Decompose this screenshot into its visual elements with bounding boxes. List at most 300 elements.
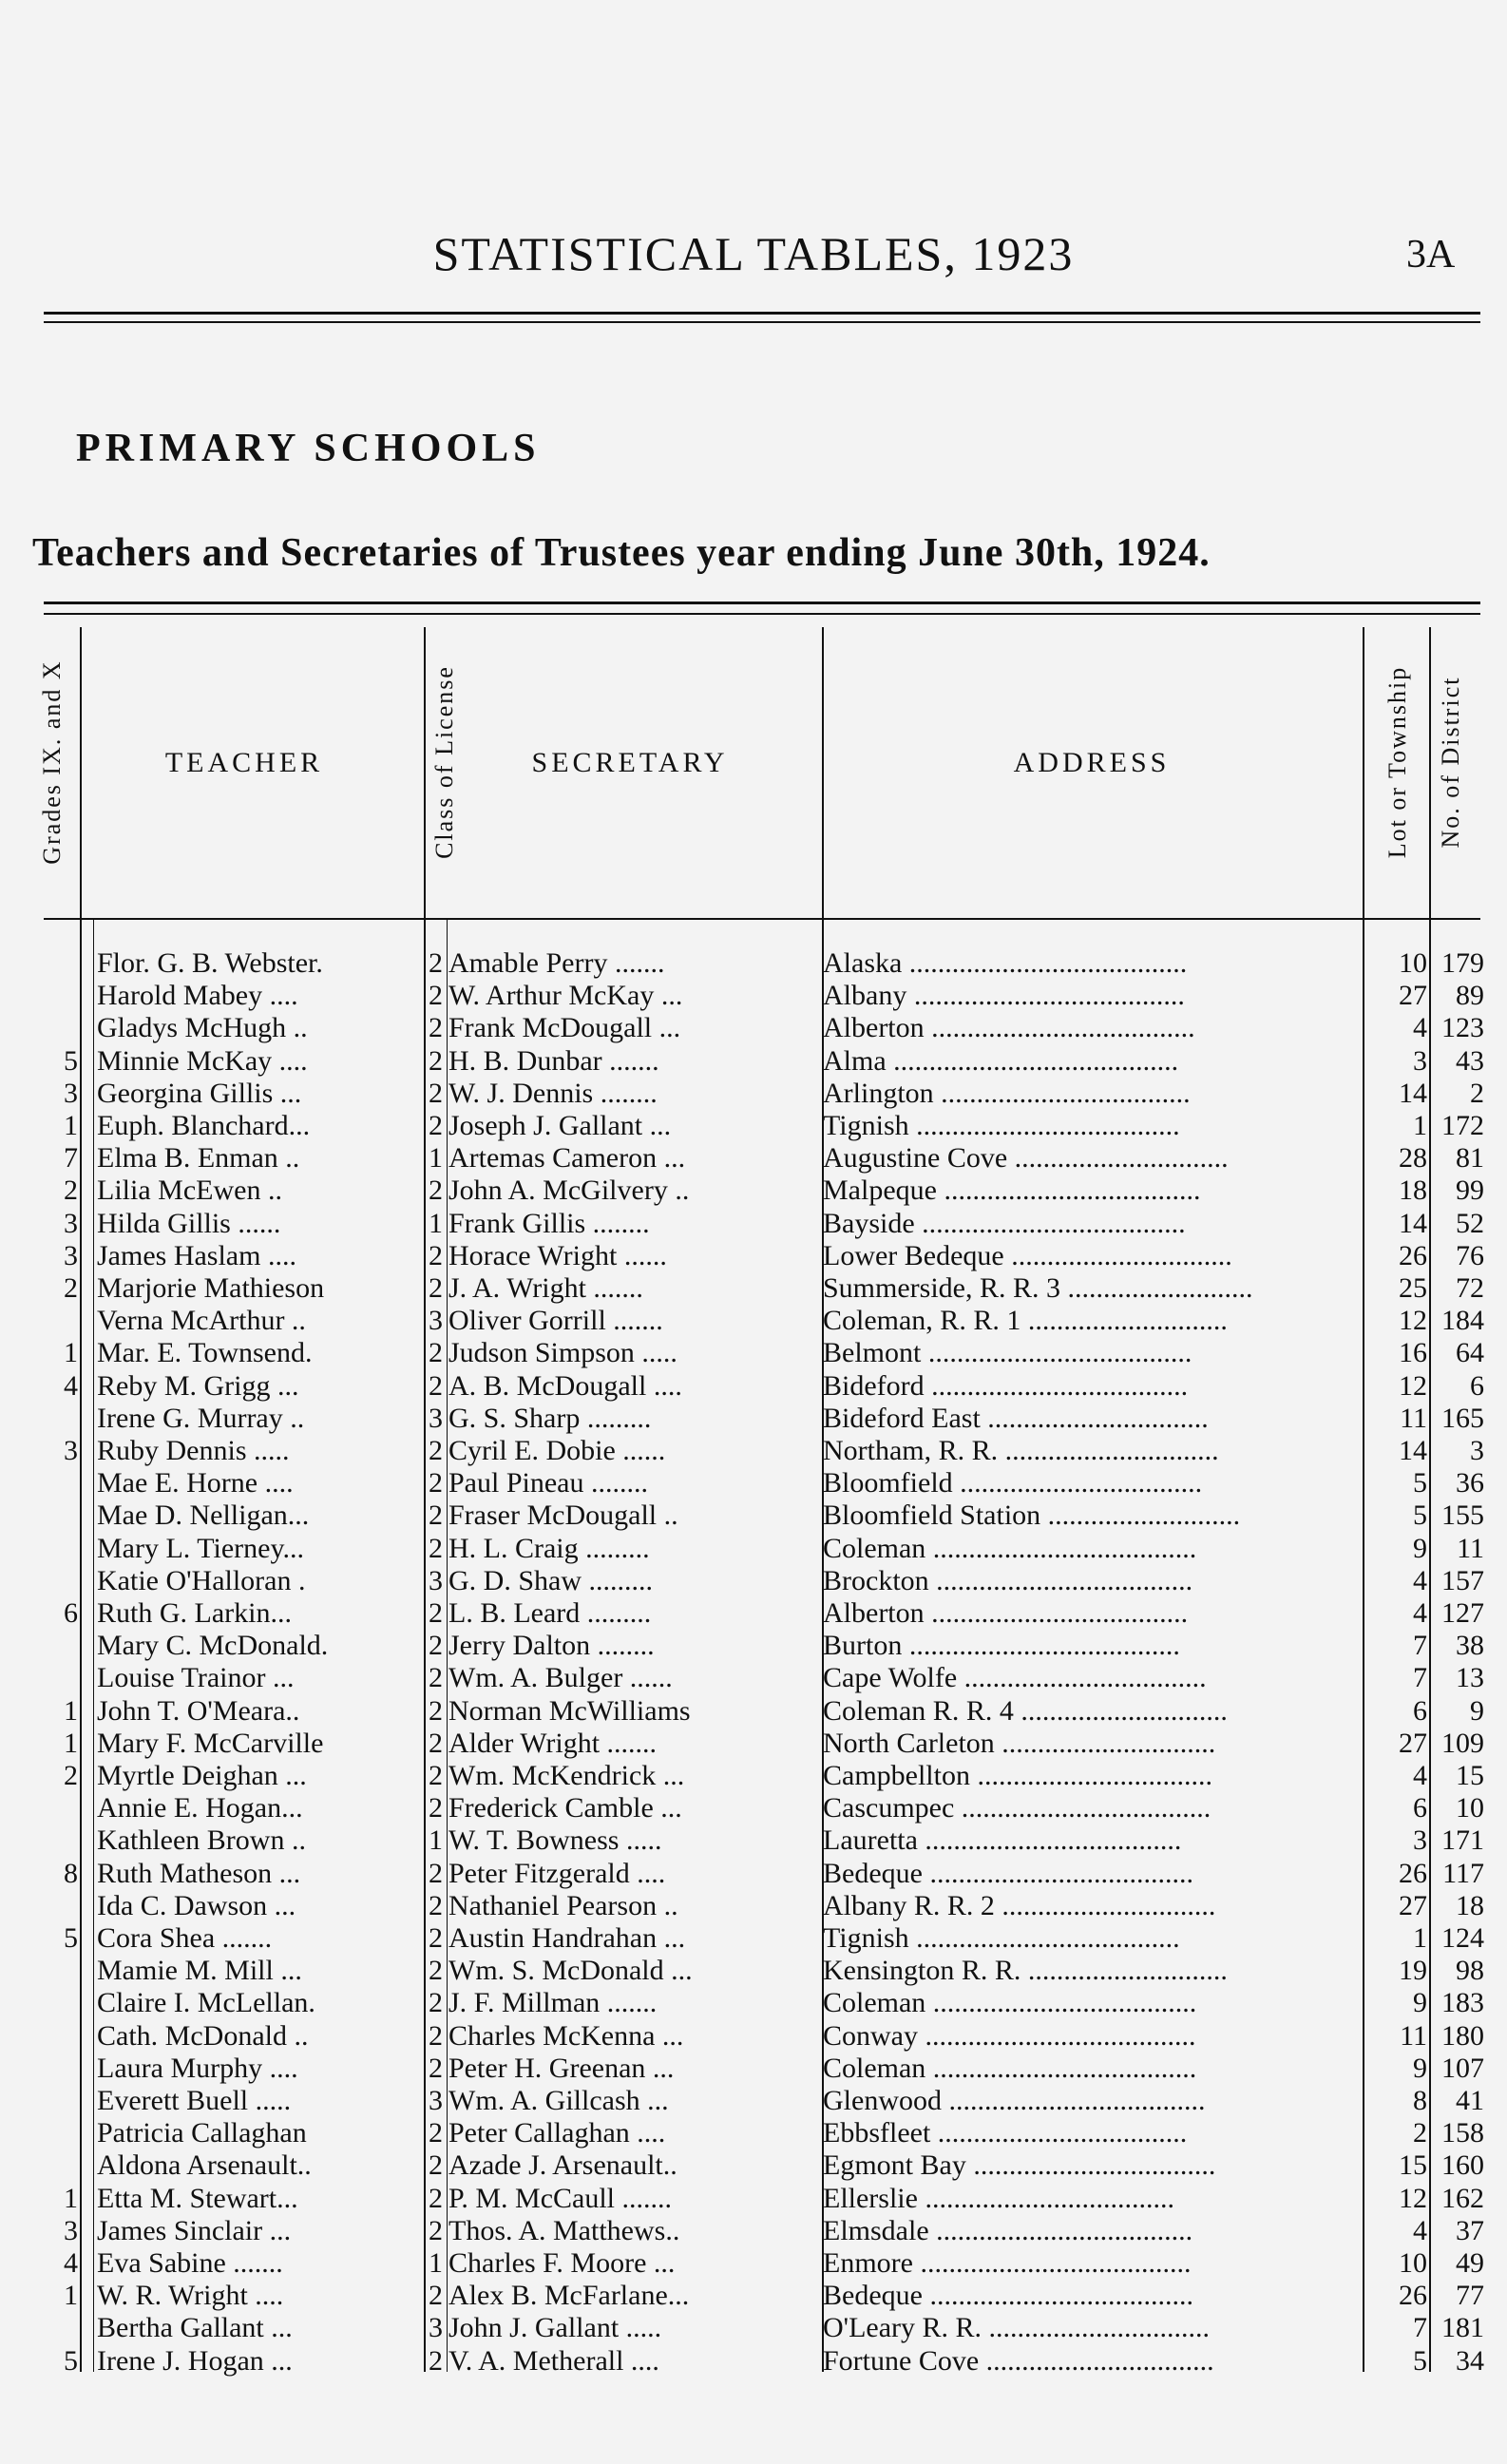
teacher-cell: Elma B. Enman .. xyxy=(97,1142,300,1175)
address-cell: Bideford .................................... xyxy=(823,1369,1189,1402)
district-cell: 64 xyxy=(1456,1337,1484,1369)
district-cell: 107 xyxy=(1441,2052,1484,2084)
lot-cell: 7 xyxy=(1413,2312,1427,2344)
lot-cell: 11 xyxy=(1400,2019,1427,2052)
district-cell: 81 xyxy=(1456,1142,1484,1175)
district-cell: 160 xyxy=(1441,2149,1484,2182)
teacher-cell: Irene J. Hogan ... xyxy=(97,2344,293,2377)
license-cell: 2 xyxy=(429,1662,443,1694)
lot-cell: 9 xyxy=(1413,2052,1427,2084)
lot-cell: 16 xyxy=(1399,1337,1427,1369)
lot-cell: 27 xyxy=(1399,980,1427,1012)
address-cell: Albany R. R. 2 .............................. xyxy=(823,1889,1216,1921)
address-cell: Bedeque ..................................... xyxy=(823,2280,1193,2312)
table-row xyxy=(0,1662,1507,1694)
secretary-cell: G. S. Sharp ......... xyxy=(448,1402,652,1434)
license-cell: 2 xyxy=(429,1987,443,2019)
license-cell: 2 xyxy=(429,1889,443,1921)
grade-cell: 1 xyxy=(64,1694,78,1727)
lot-cell: 27 xyxy=(1399,1889,1427,1921)
secretary-cell: Joseph J. Gallant ... xyxy=(448,1110,672,1141)
teacher-cell: Mae D. Nelligan... xyxy=(97,1499,310,1532)
address-cell: Bideford East ............................... xyxy=(823,1402,1209,1434)
teacher-cell: Etta M. Stewart... xyxy=(97,2182,298,2214)
address-cell: Lower Bedeque ............................... xyxy=(823,1239,1232,1271)
address-cell: Malpeque .................................... xyxy=(823,1175,1201,1207)
license-cell: 1 xyxy=(429,2247,443,2279)
license-cell: 2 xyxy=(429,2214,443,2246)
table-row xyxy=(0,1045,1507,1078)
column-header-license: Class of License xyxy=(430,665,458,859)
secretary-cell: W. T. Bowness ..... xyxy=(448,1824,662,1857)
secretary-cell: A. B. McDougall .... xyxy=(448,1369,682,1402)
teacher-cell: Mary C. McDonald. xyxy=(97,1630,329,1662)
teacher-cell: Georgina Gillis ... xyxy=(97,1077,302,1109)
secretary-cell: John J. Gallant ..... xyxy=(448,2312,662,2344)
teacher-cell: Myrtle Deighan ... xyxy=(97,1760,307,1791)
grade-cell: 1 xyxy=(64,1337,78,1369)
district-cell: 49 xyxy=(1456,2247,1484,2279)
secretary-cell: Wm. A. Bulger ...... xyxy=(448,1662,673,1694)
address-cell: Arlington ................................... xyxy=(823,1077,1191,1109)
table-row xyxy=(0,1728,1507,1760)
license-cell: 2 xyxy=(429,1955,443,1987)
license-cell: 2 xyxy=(429,1467,443,1499)
table-rule-second xyxy=(44,613,1480,615)
district-cell: 10 xyxy=(1456,1792,1484,1824)
address-cell: Elmsdale .................................... xyxy=(823,2214,1193,2246)
district-cell: 34 xyxy=(1456,2344,1484,2377)
table-row xyxy=(0,1370,1507,1403)
teacher-cell: Mary F. McCarville xyxy=(97,1727,324,1759)
teacher-cell: Ruth Matheson ... xyxy=(97,1857,301,1889)
license-cell: 2 xyxy=(429,1922,443,1954)
teacher-cell: Irene G. Murray .. xyxy=(97,1402,305,1434)
lot-cell: 27 xyxy=(1399,1727,1427,1759)
secretary-cell: L. B. Leard ......... xyxy=(448,1597,652,1629)
lot-cell: 7 xyxy=(1413,1662,1427,1694)
address-cell: Coleman, R. R. 1 ............................ xyxy=(823,1305,1228,1337)
secretary-cell: Jerry Dalton ........ xyxy=(448,1630,655,1662)
district-cell: 43 xyxy=(1456,1044,1484,1077)
table-row xyxy=(0,1955,1507,1987)
address-cell: Lauretta .................................... xyxy=(823,1824,1182,1857)
grade-cell: 4 xyxy=(64,2247,78,2279)
table-row xyxy=(0,1695,1507,1728)
teacher-cell: Cora Shea ....... xyxy=(97,1922,273,1954)
teacher-cell: James Sinclair ... xyxy=(97,2214,292,2246)
lot-cell: 8 xyxy=(1413,2085,1427,2116)
address-cell: Coleman ..................................... xyxy=(823,1987,1197,2019)
teacher-cell: Annie E. Hogan... xyxy=(97,1792,303,1824)
address-cell: Belmont ..................................... xyxy=(823,1337,1192,1369)
secretary-cell: Fraser McDougall .. xyxy=(448,1499,678,1532)
license-cell: 2 xyxy=(429,1272,443,1304)
district-cell: 109 xyxy=(1441,1727,1484,1759)
address-cell: Coleman ..................................... xyxy=(823,1532,1197,1564)
lot-cell: 18 xyxy=(1399,1175,1427,1207)
column-header-address: ADDRESS xyxy=(1013,747,1171,778)
address-cell: Ellerslie ................................... xyxy=(823,2182,1174,2214)
secretary-cell: H. L. Craig ......... xyxy=(448,1532,650,1564)
section-title: PRIMARY SCHOOLS xyxy=(76,427,541,470)
district-cell: 41 xyxy=(1456,2085,1484,2116)
secretary-cell: Wm. A. Gillcash ... xyxy=(448,2085,669,2116)
table-row xyxy=(0,1630,1507,1662)
table-row xyxy=(0,1890,1507,1922)
secretary-cell: Austin Handrahan ... xyxy=(448,1922,686,1954)
license-cell: 1 xyxy=(429,1207,443,1239)
lot-cell: 4 xyxy=(1413,1564,1427,1596)
table-row xyxy=(0,1467,1507,1499)
secretary-cell: H. B. Dunbar ....... xyxy=(448,1044,659,1077)
table-row xyxy=(0,947,1507,980)
license-cell: 2 xyxy=(429,2344,443,2377)
district-cell: 165 xyxy=(1441,1402,1484,1434)
teacher-cell: John T. O'Meara.. xyxy=(97,1694,300,1727)
grade-cell: 1 xyxy=(64,1110,78,1141)
grade-cell: 1 xyxy=(64,1727,78,1759)
lot-cell: 14 xyxy=(1399,1077,1427,1109)
secretary-cell: Oliver Gorrill ....... xyxy=(448,1305,663,1337)
lot-cell: 4 xyxy=(1413,1760,1427,1791)
lot-cell: 7 xyxy=(1413,1630,1427,1662)
grade-cell: 2 xyxy=(64,1760,78,1791)
table-row xyxy=(0,1403,1507,1435)
table-row xyxy=(0,2215,1507,2247)
teacher-cell: Patricia Callaghan xyxy=(97,2117,307,2149)
table-row xyxy=(0,1533,1507,1565)
address-cell: North Carleton .............................. xyxy=(823,1727,1216,1759)
header-rule-bottom xyxy=(44,321,1480,323)
lot-cell: 25 xyxy=(1399,1272,1427,1304)
lot-cell: 26 xyxy=(1399,1857,1427,1889)
district-cell: 162 xyxy=(1441,2182,1484,2214)
teacher-cell: Mamie M. Mill ... xyxy=(97,1955,302,1987)
license-cell: 3 xyxy=(429,1305,443,1337)
teacher-cell: Eva Sabine ....... xyxy=(97,2247,283,2279)
secretary-cell: P. M. McCaull ....... xyxy=(448,2182,673,2214)
table-row xyxy=(0,1208,1507,1240)
table-row xyxy=(0,1272,1507,1305)
lot-cell: 14 xyxy=(1399,1207,1427,1239)
grade-cell: 5 xyxy=(64,1922,78,1954)
grade-cell: 5 xyxy=(64,1044,78,1077)
grade-cell: 3 xyxy=(64,1077,78,1109)
license-cell: 3 xyxy=(429,2312,443,2344)
lot-cell: 26 xyxy=(1399,2280,1427,2312)
district-cell: 179 xyxy=(1441,947,1484,979)
secretary-cell: Charles F. Moore ... xyxy=(448,2247,676,2279)
license-cell: 2 xyxy=(429,1175,443,1207)
grade-cell: 7 xyxy=(64,1142,78,1175)
secretary-cell: G. D. Shaw ......... xyxy=(448,1564,653,1596)
district-cell: 155 xyxy=(1441,1499,1484,1532)
license-cell: 1 xyxy=(429,1142,443,1175)
secretary-cell: Azade J. Arsenault.. xyxy=(448,2149,677,2182)
teacher-cell: Euph. Blanchard... xyxy=(97,1110,311,1141)
license-cell: 2 xyxy=(429,1694,443,1727)
teacher-cell: Kathleen Brown .. xyxy=(97,1824,306,1857)
table-row xyxy=(0,1142,1507,1175)
grade-cell: 6 xyxy=(64,1597,78,1629)
license-cell: 2 xyxy=(429,1110,443,1141)
column-header-secretary: SECRETARY xyxy=(531,747,729,778)
page-number: 3A xyxy=(1406,233,1456,277)
table-row xyxy=(0,1305,1507,1337)
secretary-cell: Alder Wright ....... xyxy=(448,1727,658,1759)
license-cell: 2 xyxy=(429,1597,443,1629)
address-cell: Cape Wolfe .................................. xyxy=(823,1662,1207,1694)
address-cell: Summerside, R. R. 3 .......................... xyxy=(823,1272,1253,1304)
teacher-cell: Harold Mabey .... xyxy=(97,980,298,1012)
column-header-lot: Lot or Township xyxy=(1383,665,1411,859)
district-cell: 127 xyxy=(1441,1597,1484,1629)
license-cell: 2 xyxy=(429,1012,443,1044)
district-cell: 98 xyxy=(1456,1955,1484,1987)
table-row xyxy=(0,2117,1507,2149)
table-row xyxy=(0,2280,1507,2312)
secretary-cell: J. A. Wright ....... xyxy=(448,1272,643,1304)
table-row xyxy=(0,1922,1507,1955)
district-cell: 13 xyxy=(1456,1662,1484,1694)
secretary-cell: Wm. S. McDonald ... xyxy=(448,1955,693,1987)
district-cell: 124 xyxy=(1441,1922,1484,1954)
column-header-district: No. of District xyxy=(1437,676,1464,849)
address-cell: Alberton ..................................... xyxy=(823,1012,1195,1044)
district-cell: 2 xyxy=(1470,1077,1484,1109)
teacher-cell: Marjorie Mathieson xyxy=(97,1272,325,1304)
teacher-cell: Bertha Gallant ... xyxy=(97,2312,293,2344)
teacher-cell: Lilia McEwen .. xyxy=(97,1175,282,1207)
grade-cell: 3 xyxy=(64,1435,78,1466)
district-cell: 180 xyxy=(1441,2019,1484,2052)
address-cell: Egmont Bay .................................. xyxy=(823,2149,1216,2182)
district-cell: 38 xyxy=(1456,1630,1484,1662)
license-cell: 2 xyxy=(429,1630,443,1662)
teacher-cell: Cath. McDonald .. xyxy=(97,2019,309,2052)
license-cell: 2 xyxy=(429,1337,443,1369)
secretary-cell: Thos. A. Matthews.. xyxy=(448,2214,680,2246)
table-row xyxy=(0,2053,1507,2085)
lot-cell: 6 xyxy=(1413,1694,1427,1727)
teacher-cell: Mary L. Tierney... xyxy=(97,1532,305,1564)
secretary-cell: Peter H. Greenan ... xyxy=(448,2052,675,2084)
grade-cell: 8 xyxy=(64,1857,78,1889)
address-cell: Alma ........................................ xyxy=(823,1044,1179,1077)
district-cell: 183 xyxy=(1441,1987,1484,2019)
header-bottom-rule xyxy=(44,918,1480,920)
grade-cell: 5 xyxy=(64,2344,78,2377)
license-cell: 2 xyxy=(429,1760,443,1791)
lot-cell: 4 xyxy=(1413,1012,1427,1044)
license-cell: 3 xyxy=(429,1564,443,1596)
address-cell: Bedeque ..................................... xyxy=(823,1857,1193,1889)
lot-cell: 12 xyxy=(1399,1305,1427,1337)
table-rule-top xyxy=(44,602,1480,604)
license-cell: 2 xyxy=(429,1857,443,1889)
lot-cell: 11 xyxy=(1400,1402,1427,1434)
secretary-cell: Charles McKenna ... xyxy=(448,2019,684,2052)
teacher-cell: Gladys McHugh .. xyxy=(97,1012,308,1044)
address-cell: Kensington R. R. ............................ xyxy=(823,1955,1228,1987)
address-cell: Alberton .................................... xyxy=(823,1597,1189,1629)
lot-cell: 4 xyxy=(1413,1597,1427,1629)
lot-cell: 2 xyxy=(1413,2117,1427,2149)
address-cell: Coleman ..................................... xyxy=(823,2052,1197,2084)
address-cell: Bayside ..................................... xyxy=(823,1207,1186,1239)
secretary-cell: V. A. Metherall .... xyxy=(448,2344,659,2377)
address-cell: Albany ...................................... xyxy=(823,980,1185,1012)
teacher-cell: Louise Trainor ... xyxy=(97,1662,295,1694)
address-cell: Burton ...................................... xyxy=(823,1630,1180,1662)
license-cell: 2 xyxy=(429,2052,443,2084)
district-cell: 9 xyxy=(1470,1694,1484,1727)
teacher-cell: Reby M. Grigg ... xyxy=(97,1369,299,1402)
lot-cell: 9 xyxy=(1413,1987,1427,2019)
secretary-cell: Nathaniel Pearson .. xyxy=(448,1889,678,1921)
district-cell: 158 xyxy=(1441,2117,1484,2149)
grade-cell: 2 xyxy=(64,1272,78,1304)
header-rule-top xyxy=(44,312,1480,315)
table-row xyxy=(0,1792,1507,1824)
district-cell: 184 xyxy=(1441,1305,1484,1337)
table-row xyxy=(0,1110,1507,1142)
address-cell: O'Leary R. R. ............................... xyxy=(823,2312,1211,2344)
district-cell: 99 xyxy=(1456,1175,1484,1207)
secretary-cell: Peter Callaghan .... xyxy=(448,2117,666,2149)
district-cell: 11 xyxy=(1457,1532,1484,1564)
license-cell: 2 xyxy=(429,2280,443,2312)
table-row xyxy=(0,980,1507,1012)
table-row xyxy=(0,2247,1507,2280)
column-header-grades: Grades IX. and X xyxy=(38,659,66,865)
teacher-cell: Ida C. Dawson ... xyxy=(97,1889,296,1921)
table-row xyxy=(0,1499,1507,1532)
lot-cell: 1 xyxy=(1413,1110,1427,1141)
grade-cell: 2 xyxy=(64,1175,78,1207)
address-cell: Northam, R. R. .............................. xyxy=(823,1435,1219,1466)
teacher-cell: Ruby Dennis ..... xyxy=(97,1435,290,1466)
grade-cell: 3 xyxy=(64,1239,78,1271)
district-cell: 3 xyxy=(1470,1435,1484,1466)
address-cell: Coleman R. R. 4 ............................. xyxy=(823,1694,1228,1727)
table-row xyxy=(0,1435,1507,1467)
grade-cell: 3 xyxy=(64,2214,78,2246)
table-row xyxy=(0,1987,1507,2019)
district-cell: 171 xyxy=(1441,1824,1484,1857)
lot-cell: 3 xyxy=(1413,1044,1427,1077)
table-row xyxy=(0,1337,1507,1369)
license-cell: 2 xyxy=(429,1532,443,1564)
table-row xyxy=(0,1175,1507,1207)
table-row xyxy=(0,1078,1507,1110)
secretary-cell: Alex B. McFarlane... xyxy=(448,2280,690,2312)
teacher-cell: Hilda Gillis ...... xyxy=(97,1207,281,1239)
address-cell: Fortune Cove ................................ xyxy=(823,2344,1214,2377)
license-cell: 2 xyxy=(429,2149,443,2182)
license-cell: 2 xyxy=(429,980,443,1012)
teacher-cell: Ruth G. Larkin... xyxy=(97,1597,292,1629)
table-row xyxy=(0,1565,1507,1597)
secretary-cell: J. F. Millman ....... xyxy=(448,1987,658,2019)
license-cell: 2 xyxy=(429,1727,443,1759)
section-subtitle: Teachers and Secretaries of Trustees year ending June 30th, 1924. xyxy=(32,531,1211,575)
license-cell: 2 xyxy=(429,1044,443,1077)
address-cell: Brockton .................................... xyxy=(823,1564,1193,1596)
license-cell: 1 xyxy=(429,1824,443,1857)
license-cell: 2 xyxy=(429,2182,443,2214)
district-cell: 157 xyxy=(1441,1564,1484,1596)
lot-cell: 26 xyxy=(1399,1239,1427,1271)
secretary-cell: Horace Wright ...... xyxy=(448,1239,667,1271)
secretary-cell: Judson Simpson ..... xyxy=(448,1337,677,1369)
lot-cell: 6 xyxy=(1413,1792,1427,1824)
district-cell: 72 xyxy=(1456,1272,1484,1304)
address-cell: Bloomfield Station ........................... xyxy=(823,1499,1241,1532)
address-cell: Bloomfield .................................. xyxy=(823,1467,1203,1499)
address-cell: Alaska ....................................... xyxy=(823,947,1188,979)
address-cell: Glenwood .................................... xyxy=(823,2085,1206,2116)
address-cell: Tignish ..................................... xyxy=(823,1922,1180,1954)
district-cell: 76 xyxy=(1456,1239,1484,1271)
table-row xyxy=(0,1760,1507,1792)
district-cell: 181 xyxy=(1441,2312,1484,2344)
secretary-cell: Frank McDougall ... xyxy=(448,1012,681,1044)
lot-cell: 10 xyxy=(1399,2247,1427,2279)
teacher-cell: Everett Buell ..... xyxy=(97,2085,292,2116)
lot-cell: 12 xyxy=(1399,2182,1427,2214)
teacher-cell: Laura Murphy .... xyxy=(97,2052,298,2084)
table-row xyxy=(0,2312,1507,2344)
table-row xyxy=(0,2085,1507,2117)
teacher-cell: James Haslam .... xyxy=(97,1239,296,1271)
secretary-cell: W. Arthur McKay ... xyxy=(448,980,683,1012)
lot-cell: 1 xyxy=(1413,1922,1427,1954)
license-cell: 2 xyxy=(429,2019,443,2052)
license-cell: 2 xyxy=(429,1435,443,1466)
teacher-cell: Mar. E. Townsend. xyxy=(97,1337,313,1369)
address-cell: Campbellton ................................. xyxy=(823,1760,1212,1791)
secretary-cell: Paul Pineau ........ xyxy=(448,1467,648,1499)
teacher-cell: Katie O'Halloran . xyxy=(97,1564,306,1596)
secretary-cell: Amable Perry ....... xyxy=(448,947,665,979)
lot-cell: 19 xyxy=(1399,1955,1427,1987)
address-cell: Tignish ..................................... xyxy=(823,1110,1180,1141)
lot-cell: 5 xyxy=(1413,1467,1427,1499)
lot-cell: 28 xyxy=(1399,1142,1427,1175)
district-cell: 172 xyxy=(1441,1110,1484,1141)
address-cell: Ebbsfleet ................................... xyxy=(823,2117,1188,2149)
district-cell: 18 xyxy=(1456,1889,1484,1921)
table-row xyxy=(0,1012,1507,1044)
lot-cell: 12 xyxy=(1399,1369,1427,1402)
running-title: STATISTICAL TABLES, 1923 xyxy=(432,227,1075,280)
lot-cell: 15 xyxy=(1399,2149,1427,2182)
secretary-cell: Frederick Camble ... xyxy=(448,1792,682,1824)
secretary-cell: Frank Gillis ........ xyxy=(448,1207,650,1239)
column-header-teacher: TEACHER xyxy=(164,747,324,778)
license-cell: 2 xyxy=(429,1369,443,1402)
license-cell: 3 xyxy=(429,2085,443,2116)
license-cell: 2 xyxy=(429,1239,443,1271)
lot-cell: 9 xyxy=(1413,1532,1427,1564)
lot-cell: 10 xyxy=(1399,947,1427,979)
license-cell: 2 xyxy=(429,1077,443,1109)
address-cell: Conway ...................................... xyxy=(823,2019,1196,2052)
teacher-cell: Flor. G. B. Webster. xyxy=(97,947,323,979)
secretary-cell: Artemas Cameron ... xyxy=(448,1142,686,1175)
